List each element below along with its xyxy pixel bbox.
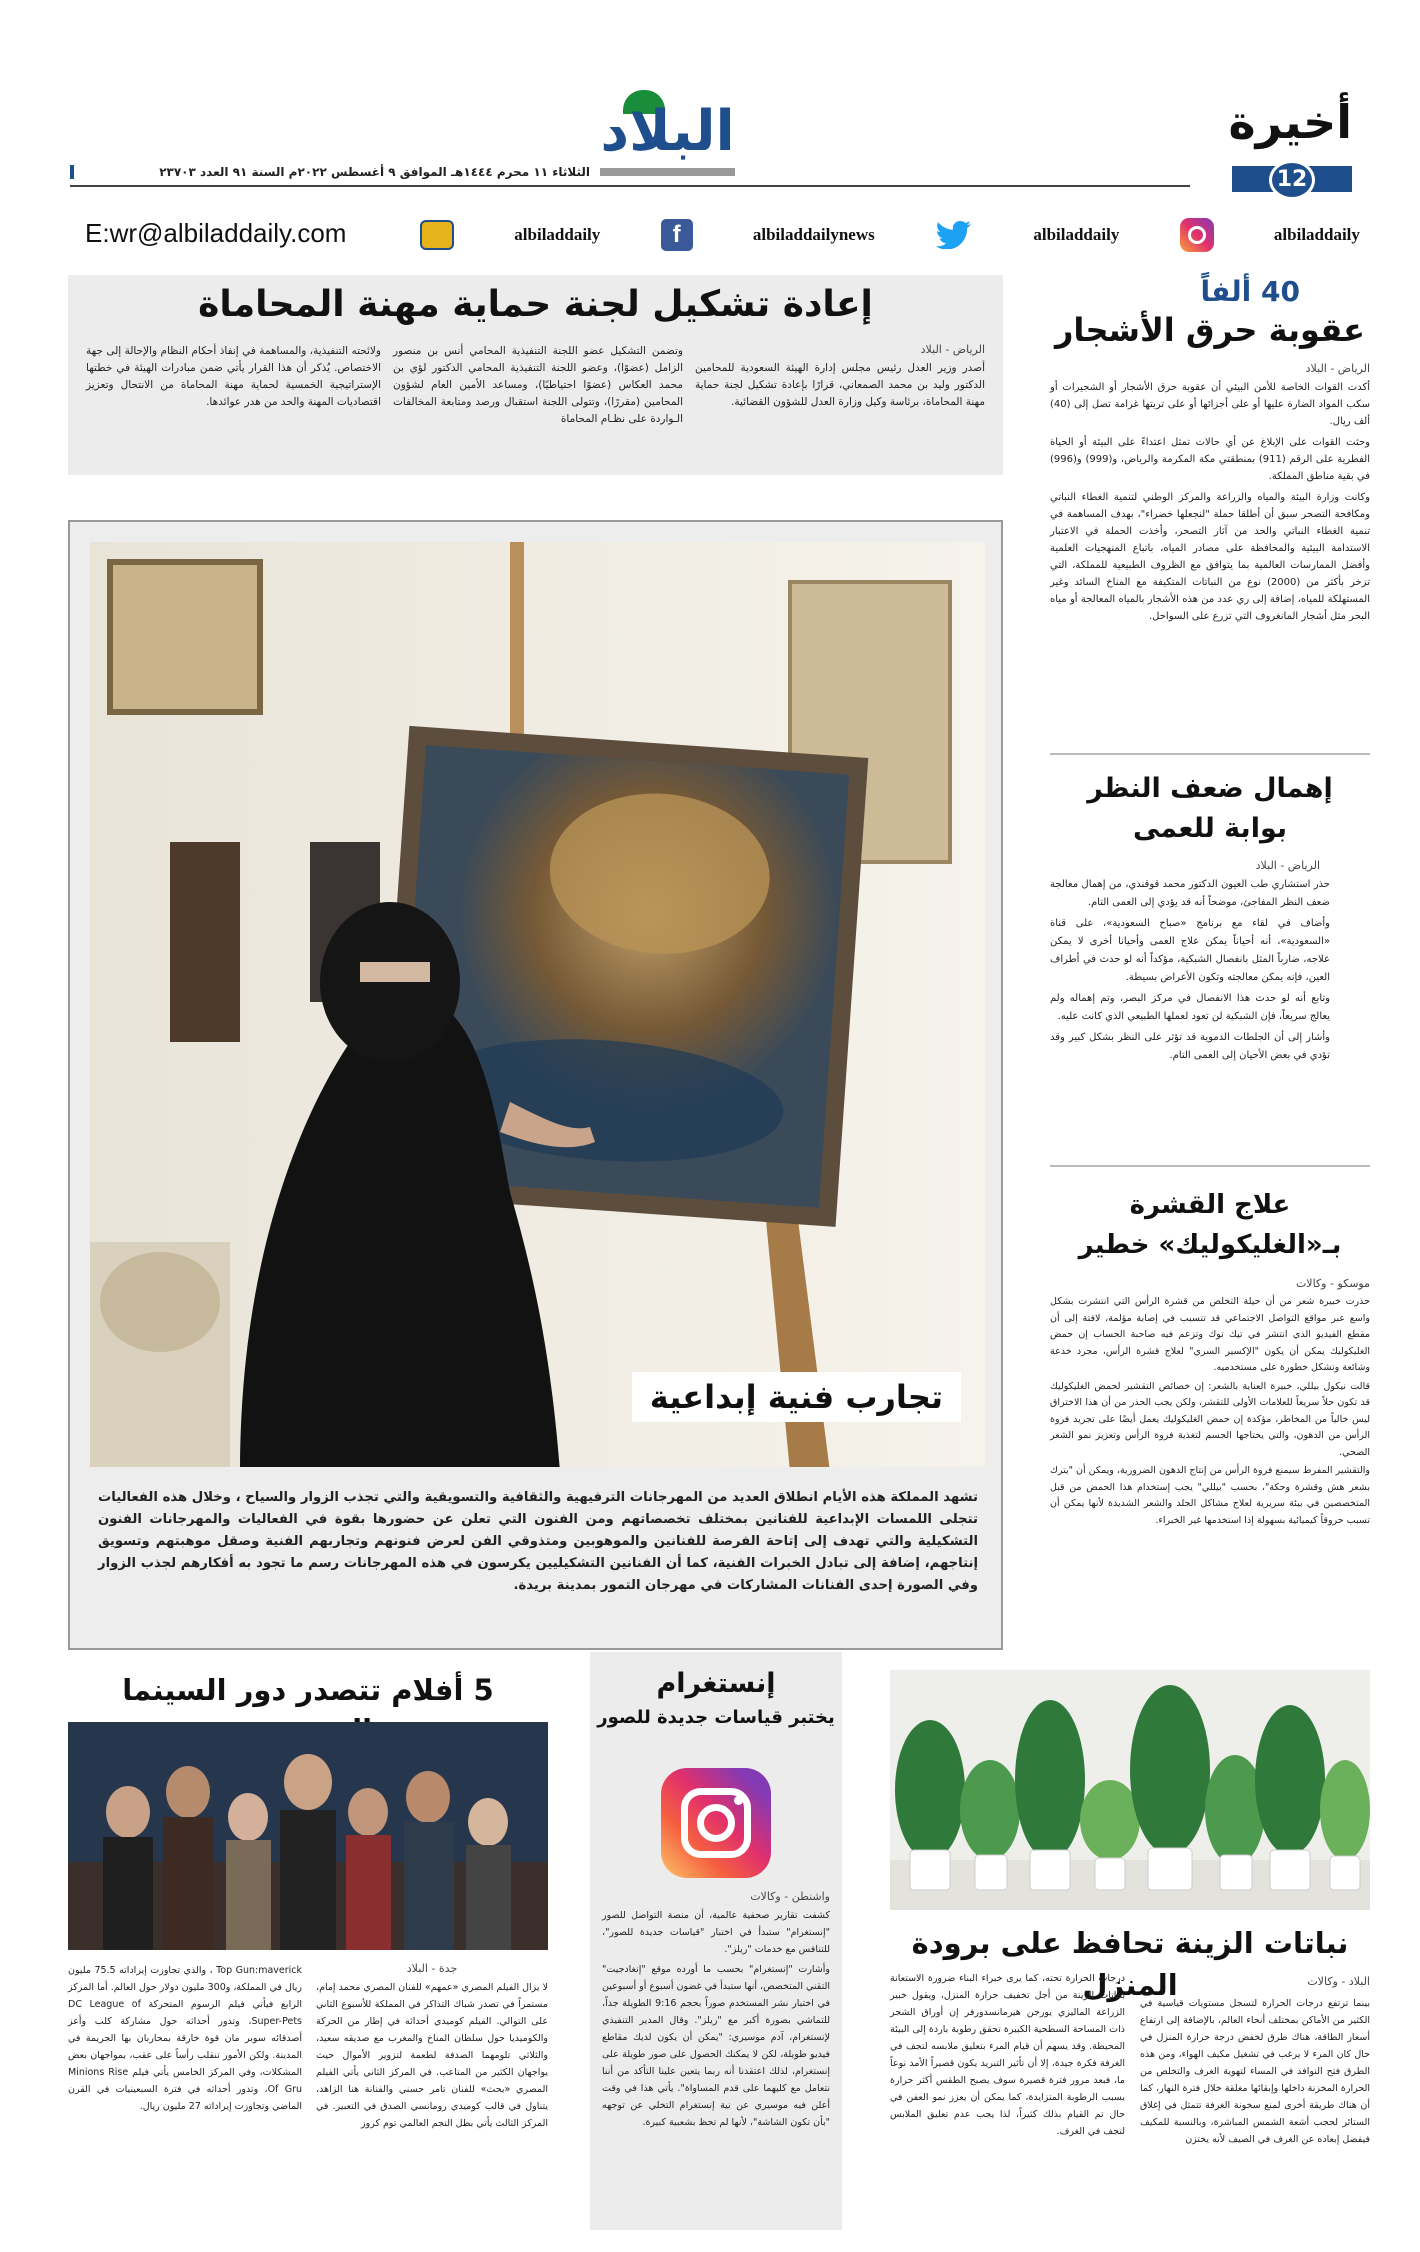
logo xyxy=(595,88,740,163)
masthead xyxy=(0,0,1420,270)
cinema-text-1: لا يزال الفيلم المصري «عمهم» للفنان المصري محمد إمام، مستمراً في تصدر شباك التذاكر في المملكة للأسبوع الثاني على التوالي. الفيلم كوميدي أحداثه في إطار من الحركة والكوميديا حول سلطان المناخ والمغرب مع صديقه سعيد، والثلاثي تلومهما الصدفة لطعمة لتزوير الأموال حيث يواجهان الكثير من المتاعب. في المركز الثاني يأتي الفيلم المصري «بحث» للفنان تامر حسني والفنانة هنا الزاهد، يتناول في قالب كوميدي رومانسي الصدق في التعبير. في المركز الثالث يأتي بطل النجم العالمي توم كروز xyxy=(316,1982,548,2129)
plants-col-2 xyxy=(890,1970,1125,2145)
plants-text-1: بينما ترتفع درجات الحرارة لتسجل مستويات قياسية في الكثير من الأماكن بمختلف أنحاء العالم، بالإضافة إلى ارتفاع أسعار الطاقة، هناك طرق لخفض درجة حرارة المنزل في حال كان المرء لا يرغب في تشغيل مكيف الهواء، ومن هذه الطرق فتح النوافذ في المساء لتهوية الغرف والتخلص من الحرارة المخزنة داخلها وإبقائها مغلقة خلال فترة النهار، كما أن هناك طريقة أخرى لمنع سخونة الغرفة تتمثل في إغلاق الستائر لحجب أشعة الشمس المباشرة، وبالنسبة للمكيف فيفضل إبعاده عن الغرف في الصيف لأنه يختزن xyxy=(1140,1998,1370,2145)
main-photo xyxy=(90,542,985,1467)
trees-dateline: الرياض - البلاد xyxy=(1305,362,1370,375)
lawyers-text-1: أصدر وزير العدل رئيس مجلس إدارة الهيئة السعودية للمحامين الدكتور وليد بن محمد الصمعاني، قرارًا بإعادة تشكيل لجنة حماية مهنة المحاماة، برئاسة وكيل وزارة العدل للشؤون القضائية. xyxy=(695,362,985,408)
cinema-story xyxy=(68,1670,548,2230)
cinema-text-2: Top Gun:maverick ، والذي تجاوزت إيراداته 75.5 مليون ريال في المملكة، و300 مليون دولار حول العالم. أما المركز الرابع فيأتي فيلم الرسوم المتحركة DC League of Super-Pets، وتدور أحداثه حول مشاركة كلب وأعز أصدقائه سوبر مان قوة خارقة بمحاربان بها الجريمة في المدينة. ولكن الأمور تنقلب رأساً على عقب، بمواجهان بعض المشكلات، وفي المركز الخامس يأتي فيلم Minions Rise Of Gru، وتدور أحداثه في فترة السبعينيات في القرن الماضي وتجاوزت إيراداته 27 مليون ريال. xyxy=(68,1965,303,2112)
vision-text-1: حذر استشاري طب العيون الدكتور محمد قوقندي، من إهمال معالجة ضعف النظر المفاجئ، موضحاً أنه قد يؤدي إلى العمى التام. xyxy=(1050,879,1330,908)
lawyers-dateline: الرياض - البلاد xyxy=(920,343,985,356)
vision-text-3: وتابع أنه لو حدث هذا الانفصال في مركز البصر، وتم إهماله ولم يعالج سريعاً، فإن الشبكية لن تعود لعملها الطبيعي الذي كانت عليه. xyxy=(1050,993,1330,1022)
plants-story xyxy=(890,1670,1370,2225)
masthead-rule xyxy=(70,185,1190,187)
logo-underline xyxy=(600,168,735,176)
plants-headline: نباتات الزينة تحافظ على برودة المنزل xyxy=(911,1926,1349,2002)
potted-plants-image xyxy=(890,1670,1370,1910)
right-sidebar xyxy=(1050,275,1370,1645)
trees-text-2: وحثت القوات على الإبلاغ عن أي حالات تمثل اعتداءً على البيئة أو الحياة الفطرية على الرقم (911) بمنطقتي مكة المكرمة والرياض، و(999) و(996) في بقية مناطق المملكة. xyxy=(1050,437,1370,482)
instagram-text-2: وأشارت "إنستغرام" بحسب ما أورده موقع "إنغادجيت" التقني المتخصص، أنها ستبدأ في غضون أسبوع أو أسبوعين في اختبار نشر المستخدم صوراً بحجم 9:16 الطويلة جداً، للتماشي بصورة أكبر مع "ريلز". وقال المدير التنفيذي لإنستغرام، آدم موسيري: "يمكن أن يكون لديك مقاطع فيديو طويلة، لكن لا يمكنك الحصول على صور طويلة على إنستغرام، لذلك اعتقدنا أنه ربما يتعين علينا التأكد من أننا نتعامل مع كليهما على قدم المساواة". يأتي هذا في وقت أعلن فيه موسيري عن نية إنستغرام التخلي عن توجهه "بأن تكون الشاشة"، لأنها لم تحظ بشعبية كبيرة. xyxy=(602,1964,830,2128)
social-handle-3[interactable]: albiladdaily xyxy=(1033,225,1120,244)
trees-kicker: 40 ألفاً xyxy=(1200,275,1300,308)
photo-caption-text: تشهد المملكة هذه الأيام انطلاق العديد من المهرجانات الترفيهية والثقافية والتسويقية والتي تجذب الزوار والسياح ، وخلال هذه الفعاليات تتجلى اللمسات الإبداعية للفنانين بمختلف تخصصاتهم ومن الفنون التي تعلن عن حضورها بقوة في الفعاليات والمهرجانات الفنون التشكيلية والتي تهدف إلى إتاحة الفرصة للفنانين والموهوبين ومتذوقي الفن لعرض فنونهم وتجاربهم الفنية وصقل موهبتهم وتسويق إنتاجهم، إضافة إلى تبادل الخبرات الفنية، كما أن الفنانين التشكيليين يكرسون في هذه المهرجانات رسم ما تجود به أفكارهم لجذب الزوار وفي الصورة إحدى الفنانات المشاركات في مهرجان التمور بمدينة بريدة. xyxy=(98,1490,978,1593)
trees-headline: عقوبة حرق الأشجار xyxy=(1055,311,1365,349)
instagram-text-1: كشفت تقارير صحفية عالمية، أن منصة التواصل للصور "إنستغرام" ستبدأ في اختبار "قياسات جديدة للصور"، للتنافس مع خدمات "ريلز". xyxy=(602,1910,830,1955)
vision-dateline: الرياض - البلاد xyxy=(1255,859,1320,872)
plants-dateline: البلاد - وكالات xyxy=(1307,1975,1370,1988)
cinema-headline: 5 أفلام تتصدر دور السينما xyxy=(122,1673,494,1707)
hair-headline: علاج القشرة بـ«الغليكوليك» خطير xyxy=(1078,1190,1342,1260)
date-line: الثلاثاء ١١ محرم ١٤٤٤هـ الموافق ٩ أغسطس ٢٠٢٢م السنة ٩١ العدد ٢٣٧٠٣ xyxy=(70,165,590,179)
hair-text-2: قالت نيكول بيللي، خبيرة العناية بالشعر: إن خصائص التقشير لحمض الغليكوليك قد تكون حلاً سريعاً للعلامات الأولى للتقشر، ولكن يجب الحذر من أن هذا الاختراق ليس خالياً من المخاطر، مؤكدة إن حمض الغليكوليك يعمل أيضًا على تجريد فروة الرأس من الدهون، والتي يحتاجها الجسم لتغذية فروة الرأس وتعزيز نمو الشعر الصحي. xyxy=(1050,1380,1370,1458)
lawyers-col-1 xyxy=(695,343,985,416)
social-handle-4[interactable]: albiladdaily xyxy=(1273,225,1360,244)
instagram-body xyxy=(602,1890,830,2131)
twitter-icon[interactable] xyxy=(935,221,973,249)
site-icon xyxy=(420,220,454,250)
hair-story xyxy=(1050,1185,1370,1529)
cinema-col-1 xyxy=(316,1962,548,2137)
cinema-dateline: جدة - البلاد xyxy=(406,1962,458,1975)
facebook-icon[interactable]: f xyxy=(661,219,693,251)
sidebar-divider-1 xyxy=(1050,753,1370,755)
lawyers-story xyxy=(68,275,1003,475)
instagram-small-icon[interactable] xyxy=(1180,218,1214,252)
lawyers-col-3 xyxy=(86,343,381,416)
lawyers-headline: إعادة تشكيل لجنة حماية مهنة المحاماة xyxy=(198,284,873,325)
instagram-story xyxy=(590,1652,842,2230)
instagram-subheadline: يختبر قياسات جديدة للصور xyxy=(597,1707,835,1728)
hair-text-3: والتقشير المفرط سيمنع فروة الرأس من إنتاج الدهون الضرورية، ويمكن أن "يترك بشعر هش وقشرة وحكة"، بحسب "بيللي" يجب إستخدام هذا الحمض من قبل المتخصصين في بيئة سريرية لعلاج مشاكل الجلد والشعر الشديدة لأنها يمكن أن تسبب حروقاً كيميائية بسهولة إذا استخدمها غير الخبراء. xyxy=(1050,1465,1370,1526)
section-label: أخيرة xyxy=(1228,95,1352,149)
movie-cast-image xyxy=(68,1722,548,1950)
logo-text: البلاد xyxy=(600,99,735,164)
lawyers-text-3: ولائحته التنفيذية، والمساهمة في إنفاذ أحكام النظام والإحالة إلى جهة الاختصاص. يُذكر أن هذا القرار يأتي ضمن مبادرات الهيئة في خطتها الإستراتيجية الخمسية لحماية مهنة المحاماة من الانتحال وتعزيز اقتصاديات المهنة والحد من هدر عوائدها. xyxy=(86,345,381,408)
socials-row xyxy=(420,218,1360,252)
social-handle-2[interactable]: albiladdailynews xyxy=(752,225,875,244)
trees-text-3: وكانت وزارة البيئة والمياه والزراعة والمركز الوطني لتنمية الغطاء النباتي ومكافحة التصحر سبق أن أطلقا حملة "لنجعلها خضراء"، بهدف المساهمة في تنمية الغطاء النباتي والحد من آثار التصحر، وأخذت الحملة في الاعتبار الاستدامة البيئية والمحافظة على مصادر المياه، باتباع المنهجيات العلمية وأفضل الممارسات العالمية بما يتوافق مع الظروف الطبيعية للمملكة، التي تزخر بأكثر من (2000) نوع من النباتات المتكيفة مع المناخ السائد وغير المستهلكة للمياه، إضافة إلى ري عدد من هذه الأشجار بالمياه المعالجة أو مياه البحر مثل أشجار المانغروف التي تزرع على السواحل. xyxy=(1050,492,1370,622)
sidebar-divider-2 xyxy=(1050,1165,1370,1167)
trees-story xyxy=(1050,275,1370,625)
movie-poster xyxy=(68,1722,548,1950)
plants-photo xyxy=(890,1670,1370,1910)
vision-text-2: وأضاف في لقاء مع برنامج «صباح السعودية»، على قناة «السعودية»، أنه أحياناً يمكن علاج العمى وأحيانا أخرى لا يمكن علاجه، ضارباً المثل بانفصال الشبكية، مؤكداً أنه لو حدث في أطراف العين، فإنه يمكن معالجته وتكون الأعراض بسيطة. xyxy=(1050,918,1330,983)
lawyers-col-2 xyxy=(393,343,683,433)
photo-caption-title: تجارب فنية إبداعية xyxy=(632,1372,961,1422)
vision-headline: إهمال ضعف النظر بوابة للعمى xyxy=(1087,773,1333,844)
trees-text-1: أكدت القوات الخاصة للأمن البيئي أن عقوبة حرق الأشجار أو الشجيرات أو سكب المواد الضارة عليها أو على أجزائها أو على تربتها غرامة تصل إلى (40) ألف ريال. xyxy=(1050,382,1370,427)
vision-story xyxy=(1050,769,1370,1065)
email-address[interactable]: E:wr@albiladdaily.com xyxy=(85,218,347,248)
hair-dateline: موسكو - وكالات xyxy=(1295,1277,1370,1290)
hair-text-1: حذرت خبيرة شعر من أن حيلة التخلص من قشرة الرأس التي انتشرت بشكل واسع عبر مواقع التواصل الاجتماعي قد تتسبب في إصابة مؤلمة، لافتة إلى أن مقطع الفيديو الذي انتشر في تيك توك وتزعم فيه صاحبة الحساب إن حمض الغليكوليك يمكن أن يكون "الإكسير السري" لعلاج قشرة الرأس، مجرد خدعة وشائعة وتشكل خطورة على مستخدميه. xyxy=(1050,1296,1370,1373)
vision-text-4: وأشار إلى أن الجلطات الدموية قد تؤثر على النظر بشكل كبير وقد تؤدي في بعض الأحيان إلى العمى التام. xyxy=(1050,1032,1330,1061)
instagram-logo-icon xyxy=(661,1768,771,1878)
instagram-dateline: واشنطن - وكالات xyxy=(750,1890,830,1903)
social-handle-1[interactable]: albiladdaily xyxy=(514,225,601,244)
instagram-headline: إنستغرام xyxy=(656,1668,776,1699)
plants-col-1 xyxy=(1140,1995,1370,2153)
plants-text-2: درجات الحرارة تحته، كما يرى خبراء البناء ضرورة الاستعانة بنباتات الزينة من أجل تخفيف حرارة المنزل، ويقول خبير الزراعة الماليزي يورجن هيرمانسدورفر إن أوراق الشجر ذات المساحة السطحية الكبيرة تحقق رطوبة باردة إلى البيئة المحيطة. وقد يسهم أن قيام المرء بتعليق ملابسه لتجف في الغرفة فكرة جيدة، إلا أن تأثير التبريد يكون قصيراً الأمد نوعاً ما، فبعد مرور فترة قصيرة سوف يصبح الطقس أكثر حرارة بسبب الرطوبة المتزايدة، كما يمكن أن يعزز نمو العفن في حال تم القيام بذلك كثيراً، لذا يجب عدم تعليق الملابس لتجف في الغرف. xyxy=(890,1973,1125,2137)
cinema-col-2 xyxy=(68,1962,302,2120)
lawyers-text-2: وتضمن التشكيل عضو اللجنة التنفيذية المحامي أنس بن منصور الزامل (عضوًا)، وعضو اللجنة التنفيذية المحامي الدكتور لؤي بن محمد العكاس (عضوًا احتياطيًا)، ومساعد الأمين العام لشؤون المحامين (مقررًا)، وتتولى اللجنة استقبال ورصد ومتابعة المخالفات الـواردة على نظـام المحاماة xyxy=(393,345,683,425)
page-number: 12 xyxy=(1269,160,1315,200)
artist-painting-photo xyxy=(90,542,985,1467)
main-photo-frame xyxy=(68,520,1003,1650)
